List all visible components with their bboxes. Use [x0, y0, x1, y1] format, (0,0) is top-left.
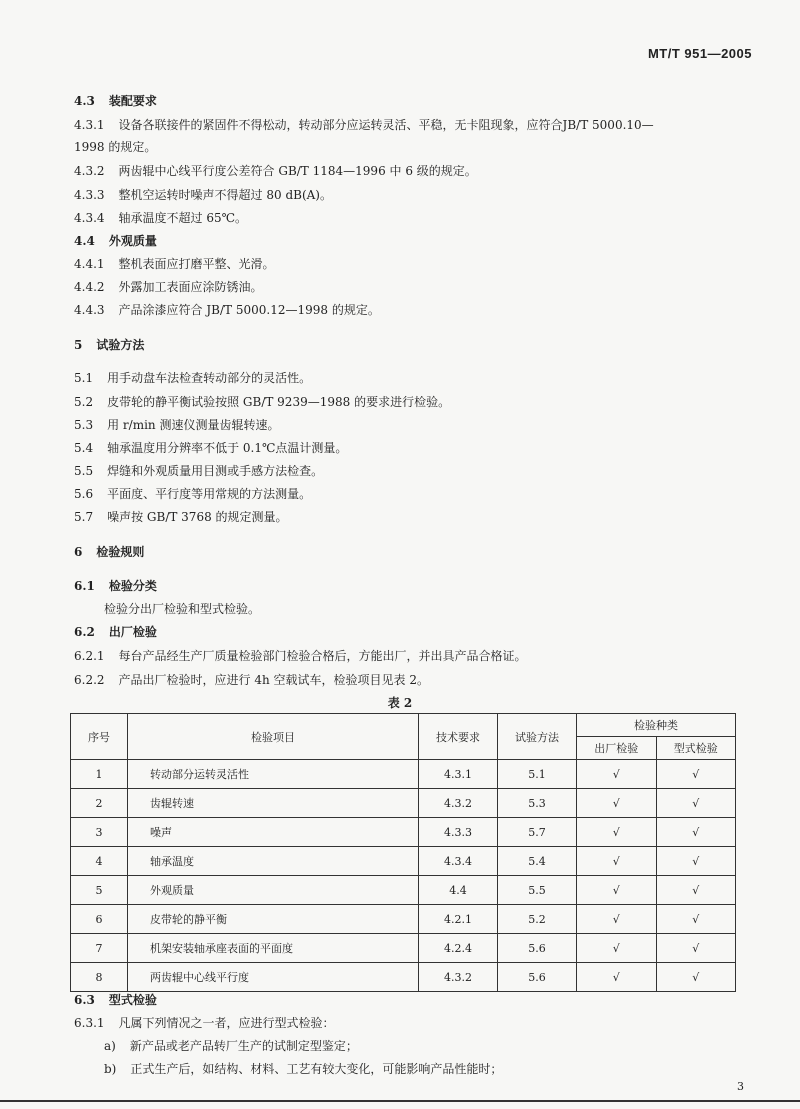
clause-number: 6.2.1 — [74, 649, 105, 663]
cell-seq: 7 — [71, 934, 128, 963]
cell-item: 轴承温度 — [128, 847, 419, 876]
cell-factory: √ — [577, 934, 657, 963]
text-line — [74, 543, 144, 560]
cell-method: 5.7 — [498, 818, 577, 847]
cell-req: 4.3.3 — [419, 818, 498, 847]
clause-text: 整机空运转时噪声不得超过 80 dB(A)。 — [118, 188, 332, 202]
clause-text: 产品出厂检验时，应进行 4h 空载试车，检验项目见表 2。 — [118, 673, 429, 687]
text-line — [74, 623, 157, 640]
text-line — [74, 116, 654, 133]
cell-seq: 2 — [71, 789, 128, 818]
clause-text: 皮带轮的静平衡试验按照 GB/T 9239—1988 的要求进行检验。 — [107, 395, 451, 409]
cell-factory: √ — [577, 818, 657, 847]
cell-req: 4.3.2 — [419, 789, 498, 818]
clause-number: a) — [104, 1039, 116, 1053]
table-row — [71, 876, 736, 905]
text-line — [74, 671, 429, 688]
text-line — [74, 485, 311, 502]
clause-text: 新产品或老产品转厂生产的试制定型鉴定； — [129, 1039, 358, 1053]
text-line — [74, 255, 275, 272]
clause-number: 6 — [74, 545, 83, 559]
table-row — [71, 934, 736, 963]
cell-method: 5.6 — [498, 963, 577, 992]
table-row — [71, 789, 736, 818]
cell-seq: 4 — [71, 847, 128, 876]
table-row — [71, 847, 736, 876]
clause-text: 1998 的规定。 — [74, 140, 157, 154]
text-line — [74, 209, 247, 226]
cell-req: 4.3.4 — [419, 847, 498, 876]
cell-req: 4.3.2 — [419, 963, 498, 992]
clause-number: 6.2.2 — [74, 673, 105, 687]
clause-number: 4.4.2 — [74, 280, 105, 294]
clause-number: 5.7 — [74, 510, 94, 524]
text-line — [74, 92, 157, 109]
header-kind: 检验种类 — [577, 714, 736, 737]
cell-seq: 3 — [71, 818, 128, 847]
clause-number: 4.4.1 — [74, 257, 105, 271]
table-row — [71, 905, 736, 934]
clause-number: 6.1 — [74, 579, 95, 593]
text-line — [74, 301, 380, 318]
header-factory: 出厂检验 — [577, 737, 657, 760]
cell-seq: 6 — [71, 905, 128, 934]
cell-type: √ — [656, 818, 736, 847]
cell-item: 皮带轮的静平衡 — [128, 905, 419, 934]
text-line — [74, 186, 332, 203]
text-line — [74, 232, 157, 249]
clause-number: 5.3 — [74, 418, 94, 432]
text-line — [74, 336, 144, 353]
text-line — [74, 138, 156, 155]
cell-method: 5.3 — [498, 789, 577, 818]
cell-factory: √ — [577, 963, 657, 992]
text-line — [74, 991, 157, 1008]
cell-req: 4.4 — [419, 876, 498, 905]
text-line — [104, 1060, 502, 1077]
clause-number: 6.3 — [74, 993, 95, 1007]
clause-text: 轴承温度用分辨率不低于 0.1℃点温计测量。 — [107, 441, 348, 455]
clause-number: 6.3.1 — [74, 1016, 105, 1030]
cell-type: √ — [656, 789, 736, 818]
clause-text: 装配要求 — [108, 94, 157, 108]
inspection-table — [70, 713, 736, 992]
clause-text: 试验方法 — [96, 338, 145, 352]
header-req: 技术要求 — [419, 714, 498, 760]
clause-number: 4.3 — [74, 94, 95, 108]
cell-item: 转动部分运转灵活性 — [128, 760, 419, 789]
clause-text: 正式生产后，如结构、材料、工艺有较大变化，可能影响产品性能时； — [130, 1062, 503, 1076]
clause-number: 5 — [74, 338, 83, 352]
cell-type: √ — [656, 847, 736, 876]
cell-item: 外观质量 — [128, 876, 419, 905]
clause-text: 型式检验 — [108, 993, 157, 1007]
clause-text: 检验分类 — [108, 579, 157, 593]
cell-type: √ — [656, 963, 736, 992]
clause-number: 6.2 — [74, 625, 95, 639]
text-line — [74, 369, 311, 386]
cell-seq: 5 — [71, 876, 128, 905]
clause-text: 每台产品经生产厂质量检验部门检验合格后，方能出厂，并出具产品合格证。 — [118, 649, 527, 663]
clause-number: 5.2 — [74, 395, 94, 409]
clause-text: 出厂检验 — [108, 625, 157, 639]
table-row — [71, 963, 736, 992]
clause-number: 4.3.1 — [74, 118, 105, 132]
cell-item: 两齿辊中心线平行度 — [128, 963, 419, 992]
clause-text: 焊缝和外观质量用目测或手感方法检查。 — [107, 464, 324, 478]
clause-number: b) — [104, 1062, 117, 1076]
clause-text: 产品涂漆应符合 JB/T 5000.12—1998 的规定。 — [118, 303, 380, 317]
header-type: 型式检验 — [656, 737, 736, 760]
footer-rule — [0, 1100, 800, 1102]
cell-method: 5.4 — [498, 847, 577, 876]
cell-factory: √ — [577, 760, 657, 789]
header-seq: 序号 — [71, 714, 128, 760]
clause-text: 整机表面应打磨平整、光滑。 — [118, 257, 275, 271]
text-line — [74, 439, 347, 456]
text-line — [74, 416, 279, 433]
cell-factory: √ — [577, 847, 657, 876]
cell-req: 4.2.1 — [419, 905, 498, 934]
cell-factory: √ — [577, 876, 657, 905]
clause-number: 4.4 — [74, 234, 95, 248]
clause-number: 5.4 — [74, 441, 94, 455]
text-line — [74, 393, 450, 410]
text-line — [74, 577, 157, 594]
cell-item: 机架安装轴承座表面的平面度 — [128, 934, 419, 963]
clause-text: 检验规则 — [96, 545, 145, 559]
page-number: 3 — [737, 1080, 744, 1093]
clause-number: 5.1 — [74, 371, 94, 385]
cell-method: 5.5 — [498, 876, 577, 905]
cell-method: 5.1 — [498, 760, 577, 789]
cell-item: 齿辊转速 — [128, 789, 419, 818]
standard-number: MT/T 951—2005 — [647, 46, 752, 61]
clause-number: 4.3.2 — [74, 164, 105, 178]
clause-number: 5.6 — [74, 487, 94, 501]
clause-text: 噪声按 GB/T 3768 的规定测量。 — [107, 510, 288, 524]
clause-text: 检验分出厂检验和型式检验。 — [104, 602, 261, 616]
text-line — [74, 462, 323, 479]
cell-method: 5.6 — [498, 934, 577, 963]
cell-type: √ — [656, 876, 736, 905]
cell-factory: √ — [577, 905, 657, 934]
text-line — [104, 1037, 358, 1054]
table-caption: 表 2 — [387, 696, 413, 710]
text-line — [74, 162, 477, 179]
clause-text: 凡属下列情况之一者，应进行型式检验： — [118, 1016, 335, 1030]
cell-item: 噪声 — [128, 818, 419, 847]
header-method: 试验方法 — [498, 714, 577, 760]
table-row — [71, 818, 736, 847]
text-line — [74, 1014, 335, 1031]
cell-req: 4.2.4 — [419, 934, 498, 963]
header-item: 检验项目 — [128, 714, 419, 760]
clause-number: 4.4.3 — [74, 303, 105, 317]
text-line — [104, 600, 260, 617]
clause-text: 用手动盘车法检查转动部分的灵活性。 — [107, 371, 312, 385]
cell-seq: 1 — [71, 760, 128, 789]
cell-type: √ — [656, 760, 736, 789]
clause-number: 4.3.4 — [74, 211, 105, 225]
clause-text: 两齿辊中心线平行度公差符合 GB/T 1184—1996 中 6 级的规定。 — [118, 164, 477, 178]
text-line — [74, 278, 263, 295]
clause-text: 平面度、平行度等用常规的方法测量。 — [107, 487, 312, 501]
clause-text: 设备各联接件的紧固件不得松动，转动部分应运转灵活、平稳，无卡阻现象，应符合JB/T 5000.10— — [118, 118, 654, 132]
cell-seq: 8 — [71, 963, 128, 992]
clause-text: 外观质量 — [108, 234, 157, 248]
clause-number: 5.5 — [74, 464, 94, 478]
clause-text: 轴承温度不超过 65℃。 — [118, 211, 248, 225]
table-row — [71, 760, 736, 789]
text-line — [74, 647, 527, 664]
cell-req: 4.3.1 — [419, 760, 498, 789]
text-line — [74, 508, 288, 525]
cell-method: 5.2 — [498, 905, 577, 934]
cell-type: √ — [656, 934, 736, 963]
clause-text: 用 r/min 测速仪测量齿辊转速。 — [107, 418, 280, 432]
cell-type: √ — [656, 905, 736, 934]
clause-number: 4.3.3 — [74, 188, 105, 202]
clause-text: 外露加工表面应涂防锈油。 — [118, 280, 263, 294]
cell-factory: √ — [577, 789, 657, 818]
